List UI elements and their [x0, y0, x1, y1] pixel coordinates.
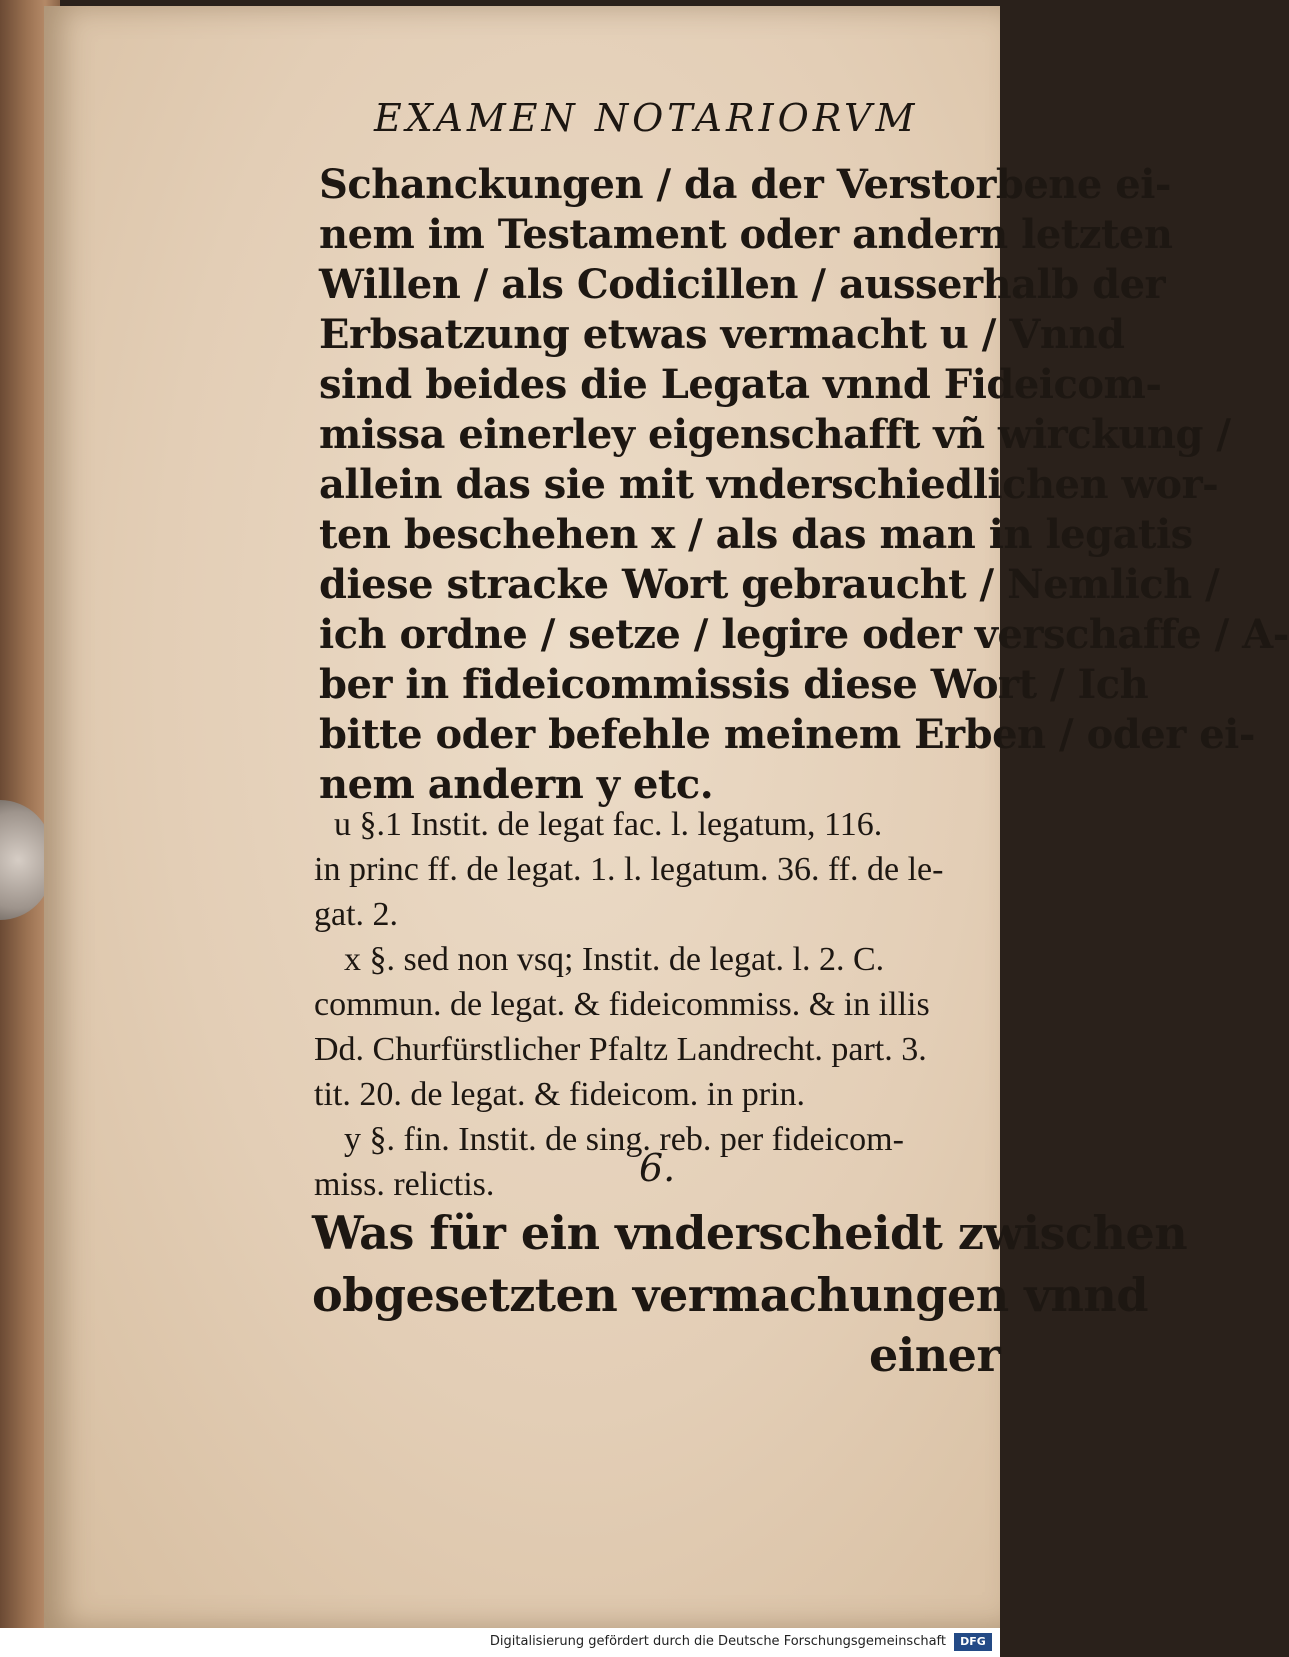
running-title: EXAMEN NOTARIORVM	[374, 96, 919, 140]
footnote-line: commun. de legat. & fideicommiss. & in illis	[314, 986, 930, 1023]
body-line: nem im Testament oder andern letzten	[319, 211, 1173, 258]
body-line: ber in fideicommissis diese Wort / Ich	[319, 661, 1149, 708]
body-line: Willen / als Codicillen / ausserhalb der	[319, 261, 1166, 308]
body-line: diese stracke Wort gebraucht / Nemlich /	[319, 561, 1220, 608]
footnote-line: miss. relictis.	[314, 1166, 495, 1203]
body-line: allein das sie mit vnderschiedlichen wor-	[319, 461, 1219, 508]
section-heading-line: Was für ein vnderscheidt zwischen	[312, 1206, 1188, 1260]
footnote-line: u §.1 Instit. de legat fac. l. legatum, 116.	[334, 806, 883, 843]
section-number: 6.	[639, 1146, 676, 1190]
section-heading-line: obgesetzten vermachungen vnnd	[312, 1268, 1149, 1322]
footer-credit: Digitalisierung gefördert durch die Deutsche Forschungsgemeinschaft	[489, 1634, 946, 1649]
body-line: sind beides die Legata vnnd Fideicom-	[319, 361, 1162, 408]
body-line: ten beschehen x / als das man in legatis	[319, 511, 1193, 558]
footnote-line: Dd. Churfürstlicher Pfaltz Landrecht. part. 3.	[314, 1031, 927, 1068]
footnote-line: in princ ff. de legat. 1. l. legatum. 36. ff. de le-	[314, 851, 944, 888]
book-page	[44, 6, 1289, 1628]
footnote-line: x §. sed non vsq; Instit. de legat. l. 2. C.	[344, 941, 885, 978]
footnote-line: y §. fin. Instit. de sing. reb. per fideicom-	[344, 1121, 904, 1158]
body-line: missa einerley eigenschafft vñ wirckung /	[319, 411, 1231, 458]
body-line: bitte oder befehle meinem Erben / oder ei-	[319, 711, 1255, 758]
catchword: einer	[869, 1328, 1001, 1382]
body-line: nem andern y etc.	[319, 761, 714, 808]
body-line: ich ordne / setze / legire oder verschaffe / A-	[319, 611, 1289, 658]
dfg-logo: DFG	[954, 1633, 992, 1651]
body-line: Erbsatzung etwas vermacht u / Vnnd	[319, 311, 1125, 358]
footnote-line: gat. 2.	[314, 896, 399, 933]
footnote-line: tit. 20. de legat. & fideicom. in prin.	[314, 1076, 806, 1113]
body-line: Schanckungen / da der Verstorbene ei-	[319, 161, 1172, 208]
footer-bar	[0, 1628, 1000, 1657]
